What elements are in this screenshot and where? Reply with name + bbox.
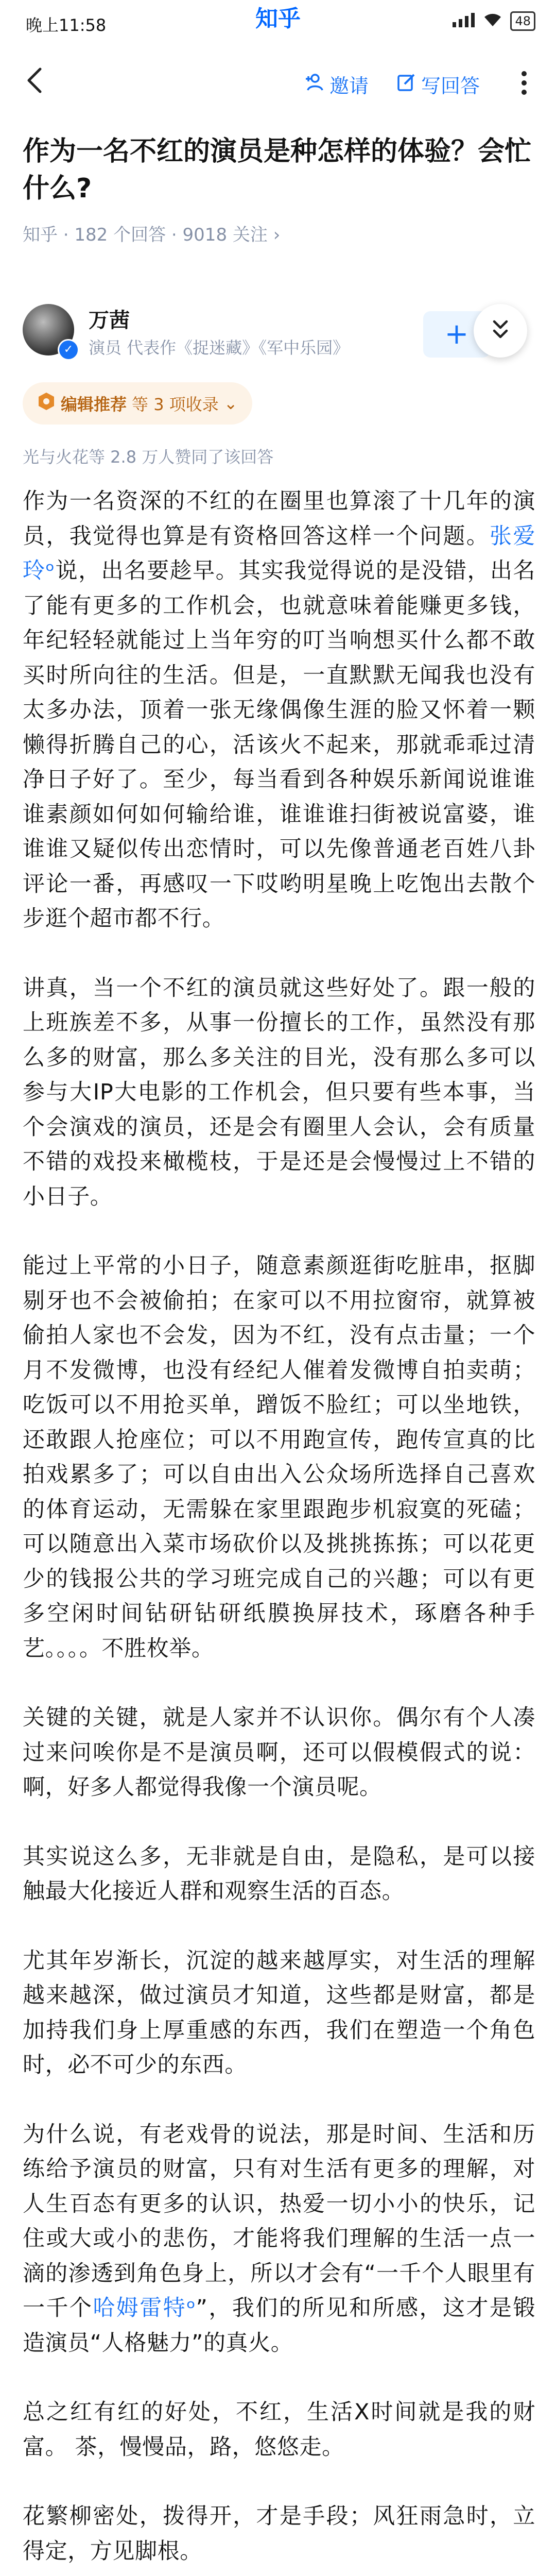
paragraph-text: 为什么说，有老戏骨的说法，那是时间、生活和历练给予演员的财富，只有对生活有更多的理解，对人生百态有更多的认识，热爱一切小小的快乐，记住或大或小的悲伤，才能将我们理解的生活一点一滴的渗透到角色身上，所以才会有“一千个人眼里有一千个 xyxy=(23,2121,535,2321)
paragraph: 总之红有红的好处，不红，生活X时间就是我的财富。 茶，慢慢品，路，悠悠走。 xyxy=(23,2399,535,2460)
status-bar xyxy=(0,0,556,46)
question-title[interactable]: 作为一名不红的演员是种怎样的体验？会忙什么? xyxy=(23,136,532,204)
add-user-icon xyxy=(305,72,325,97)
status-time: 晚上11:58 xyxy=(26,15,107,35)
question-meta[interactable]: 知乎 · 182 个回答 · 9018 关注 › xyxy=(23,225,281,245)
wifi-icon xyxy=(482,12,503,31)
status-icons xyxy=(453,11,535,31)
paragraph: 尤其年岁渐长，沉淀的越来越厚实，对生活的理解越来越深，做过演员才知道，这些都是财富，都是加持我们身上厚重感的东西，我们在塑造一个角色时，必不可少的东西。 xyxy=(23,1947,535,2078)
collapse-button[interactable] xyxy=(474,304,527,358)
more-options-icon[interactable] xyxy=(519,70,529,96)
badge-label: 编辑推荐 xyxy=(61,395,127,414)
back-arrow-icon[interactable] xyxy=(21,65,51,96)
link-hamlet[interactable]: 哈姆雷特 xyxy=(93,2295,187,2321)
battery-icon: 48 xyxy=(510,11,535,31)
paragraph: 关键的关键，就是人家并不认识你。偶尔有个人凑过来问唉你是不是演员啊，还可以假模假式的说：啊，好多人都觉得我像一个演员呢。 xyxy=(23,1705,535,1800)
invite-button[interactable] xyxy=(305,70,369,98)
search-icon: ᵒ xyxy=(45,558,55,584)
paragraph: 其实说这么多，无非就是自由，是隐私，是可以接触最大化接近人群和观察生活的百态。 xyxy=(23,1843,535,1904)
follow-button[interactable]: + xyxy=(423,311,490,358)
author-description: 演员 代表作《捉迷藏》《军中乐园》 xyxy=(89,338,350,358)
app-name: 知乎 xyxy=(255,6,301,32)
signal-icon xyxy=(453,12,475,31)
paragraph xyxy=(23,484,535,937)
write-answer-button[interactable] xyxy=(396,70,480,98)
hexagon-icon xyxy=(37,392,56,415)
upvote-summary: 光与火花等 2.8 万人赞同了该回答 xyxy=(23,447,274,467)
chevron-down-icon: ⌄ xyxy=(223,394,238,413)
link-zhang-ailing[interactable]: 张爱玲 xyxy=(23,523,535,584)
write-answer-label: 写回答 xyxy=(421,75,480,97)
paragraph-text: 说，出名要趁早。其实我觉得说的是没错，出名了能有更多的工作机会，也就意味着能赚更多钱，年纪轻轻就能过上当年穷的叮当响想买什么都不敢买时所向往的生活。但是，一直默默无闻我也没有太多办法，顶着一张无缘偶像生涯的脸又怀着一颗懒得折腾自己的心，活该火不起来，那就乖乖过清净日子好了。至少，每当看到各种娱乐新闻说谁谁谁素颜如何如何输给谁，谁谁谁扫街被说富婆，谁谁谁又疑似传出恋情时，可以先像普通老百姓八卦评论一番，再感叹一下哎哟明星晚上吃饱出去散个步逛个超市都不行。 xyxy=(23,558,535,931)
paragraph: 能过上平常的小日子，随意素颜逛街吃脏串，抠脚剔牙也不会被偷拍；在家可以不用拉窗帘，就算被偷拍人家也不会发，因为不红，没有点击量；一个月不发微博，也没有经纪人催着发微博自拍卖萌；吃饭可以不用抢买单，蹭饭不脸红；可以坐地铁，还敢跟人抢座位；可以不用跑宣传，跑传宣真的比拍戏累多了；可以自由出入公众场所选择自己喜欢的体育运动，无需躲在家里跟跑步机寂寞的死磕；可以随意出入菜市场砍价以及挑挑拣拣；可以花更少的钱报公共的学习班完成自己的兴趣；可以有更多空闲时间钻研钻研纸膜换屏技术，琢磨各种手艺。。。。不胜枚举。 xyxy=(23,1253,535,1662)
invite-label: 邀请 xyxy=(329,75,369,97)
author-card xyxy=(0,304,556,371)
author-name[interactable]: 万茜 xyxy=(89,309,130,332)
verified-badge-icon: ✓ xyxy=(58,339,79,361)
paragraph xyxy=(23,2117,535,2361)
answer-content xyxy=(23,484,535,2576)
paragraph-text: 作为一名资深的不红的在圈里也算滚了十几年的演员，我觉得也算是有资格回答这样一个问题。 xyxy=(23,488,535,549)
editor-recommend-badge[interactable] xyxy=(23,382,252,425)
paragraph: 讲真，当一个不红的演员就这些好处了。跟一般的上班族差不多，从事一份擅长的工作，虽然没有那么多的财富，那么多关注的目光，没有那么多可以参与大IP大电影的工作机会，但只要有些本事，当个会演戏的演员，还是会有圈里人会认，会有质量不错的戏投来橄榄枝，于是还是会慢慢过上不错的小日子。 xyxy=(23,975,535,1210)
paragraph-text: ”，我们的所见和所感，这才是锻造演员“人格魅力”的真火。 xyxy=(23,2295,535,2356)
badge-value: 等 3 项收录 xyxy=(132,395,219,414)
top-bar xyxy=(0,52,556,113)
double-chevron-down-icon xyxy=(474,304,527,358)
paragraph: 花繁柳密处，拨得开，才是手段；风狂雨急时，立得定，方见脚根。 xyxy=(23,2503,535,2564)
edit-icon xyxy=(396,72,417,97)
search-icon: ᵒ xyxy=(186,2295,196,2321)
